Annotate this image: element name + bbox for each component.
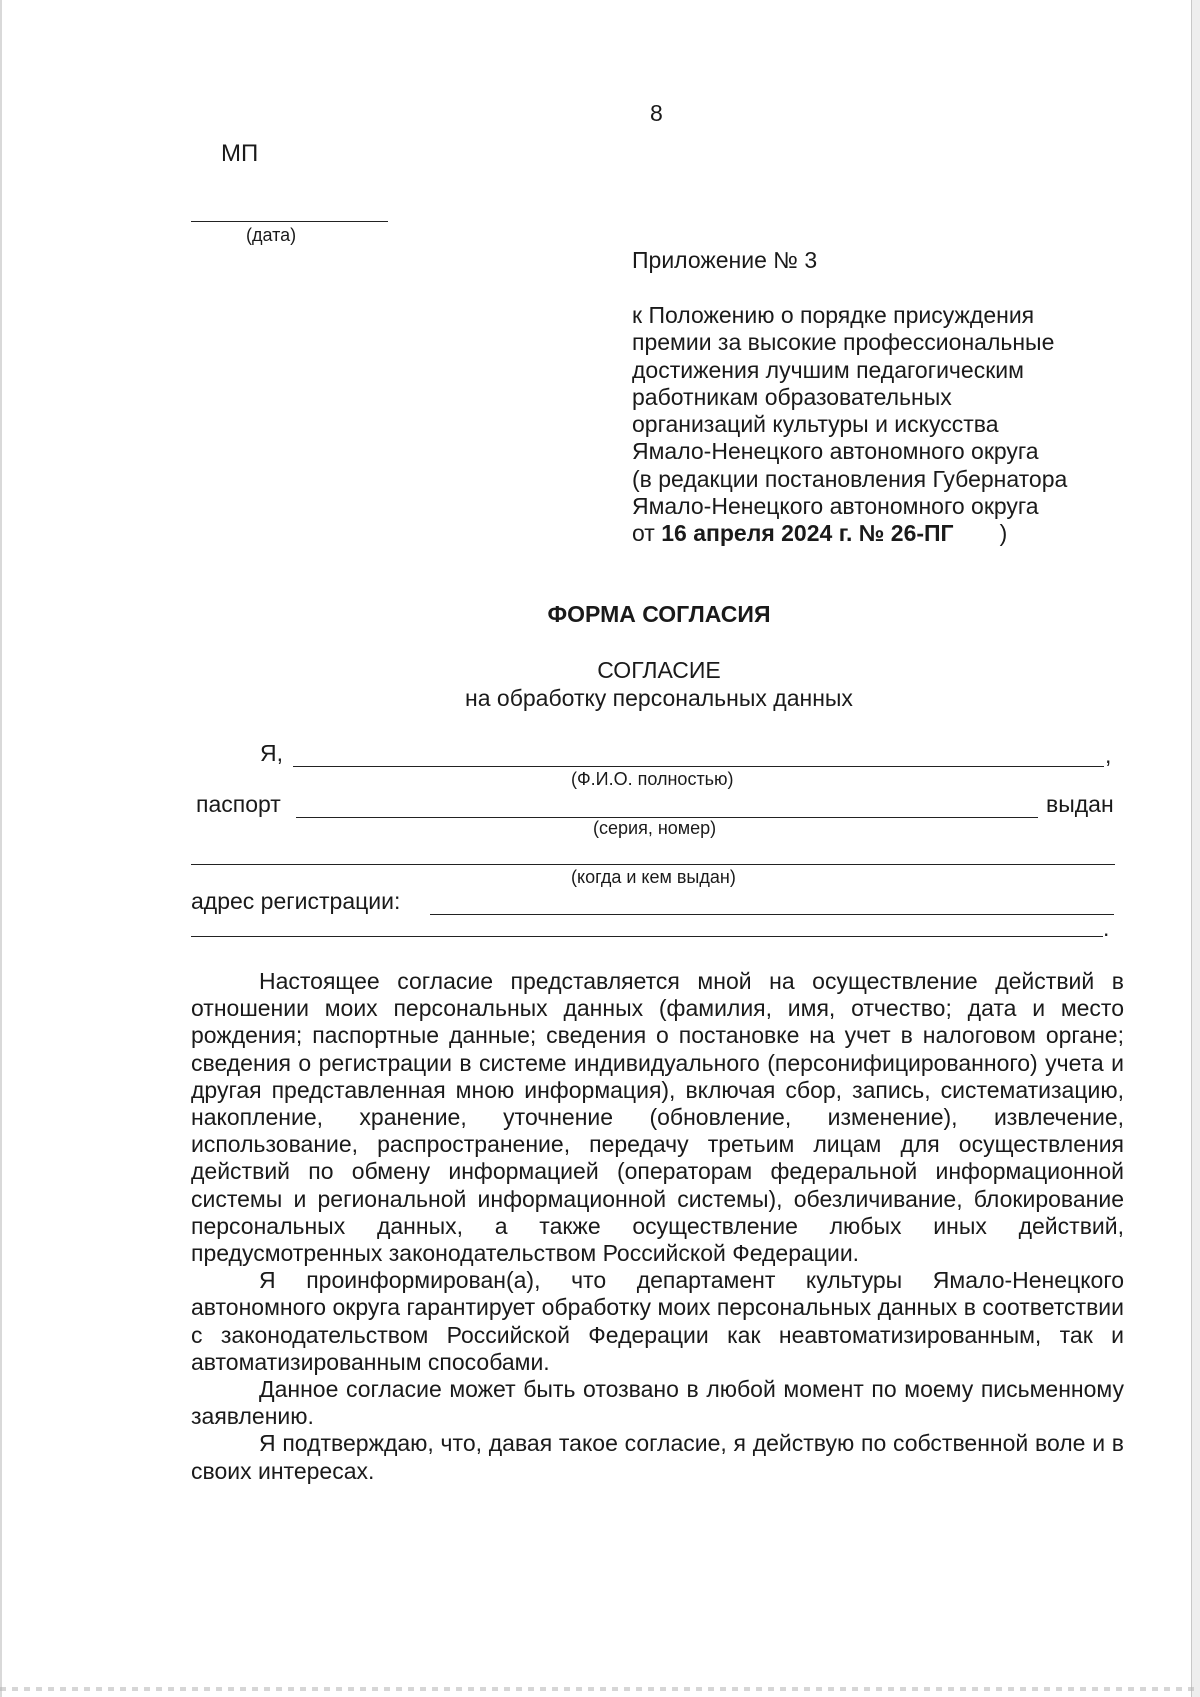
body-paragraph: Я проинформирован(а), что департамент культуры Ямало-Ненецкого автономного округа гарантирует обработку моих персональных данных в соответствии с законодательством Российской Федерации как неавтоматизированным, так и автоматизированным способами.: [191, 1267, 1124, 1375]
date-caption: (дата): [246, 225, 297, 245]
appendix-line: достижения лучшим педагогическим: [632, 356, 1024, 383]
issued-caption: (когда и кем выдан): [571, 867, 736, 887]
full-name-caption: (Ф.И.О. полностью): [571, 769, 734, 789]
appendix-reference: [632, 302, 1132, 548]
consent-subtitle: на обработку персональных данных: [465, 685, 853, 711]
name-prefix: Я,: [260, 740, 283, 766]
full-name-field[interactable]: [293, 766, 1104, 767]
body-paragraph: Я подтверждаю, что, давая такое согласие, я действую по собственной воле и в своих интересах.: [191, 1430, 1124, 1484]
appendix-line: Ямало-Ненецкого автономного округа: [632, 438, 1039, 465]
stamp-label: МП: [221, 140, 259, 167]
page-number: 8: [650, 100, 663, 126]
address-field[interactable]: [430, 914, 1114, 915]
appendix-line: премии за высокие профессиональные: [632, 329, 1055, 356]
passport-caption: (серия, номер): [593, 818, 717, 838]
body-paragraph: Настоящее согласие представляется мной на осуществление действий в отношении моих персональных данных (фамилия, имя, отчество; дата и место рождения; паспортные данные; сведения о постановке на учет в налоговом органе; сведения о регистрации в системе индивидуального (персонифицированного) учета и другая представленная мною информация), включая сбор, запись, систематизацию, накопление, хранение, уточнение (обновление, изменение), извлечение, использование, распространение, передачу третьим лицам для осуществления действий по обмену информацией (операторам федеральной информационной системы и региональной информационной системы), обезличивание, блокирование персональных данных, а также осуществление любых иных действий, предусмотренных законодательством Российской Федерации.: [191, 968, 1124, 1267]
scan-artifact-strip: [0, 1687, 1200, 1691]
consent-title: СОГЛАСИЕ: [597, 657, 721, 683]
body-paragraph: Данное согласие может быть отозвано в любой момент по моему письменному заявлению.: [191, 1376, 1124, 1430]
address-field-continued[interactable]: [191, 936, 1103, 937]
appendix-date-suffix: ): [999, 520, 1008, 547]
appendix-line: Ямало-Ненецкого автономного округа: [632, 493, 1039, 520]
appendix-date-value: 16 апреля 2024 г. № 26-ПГ: [661, 520, 954, 547]
address-end: .: [1103, 915, 1110, 941]
appendix-line: (в редакции постановления Губернатора: [632, 465, 1068, 492]
appendix-title: Приложение № 3: [632, 247, 818, 273]
page-left-edge: [0, 0, 2, 1697]
page-right-edge: [1191, 0, 1200, 1697]
date-signature-line: [191, 221, 388, 222]
appendix-line: к Положению о порядке присуждения: [632, 302, 1035, 328]
appendix-line: организаций культуры и искусства: [632, 411, 999, 438]
appendix-date-line: [632, 520, 1132, 547]
appendix-date-prefix: от: [632, 520, 655, 547]
passport-issued-field[interactable]: [191, 864, 1115, 865]
passport-label: паспорт: [196, 791, 281, 817]
address-label: адрес регистрации:: [191, 888, 401, 914]
form-heading: ФОРМА СОГЛАСИЯ: [547, 601, 771, 627]
passport-issued-label: выдан: [1046, 791, 1114, 817]
name-suffix: ,: [1105, 742, 1112, 768]
appendix-line: работникам образовательных: [632, 383, 952, 410]
consent-body: [191, 968, 1124, 1485]
